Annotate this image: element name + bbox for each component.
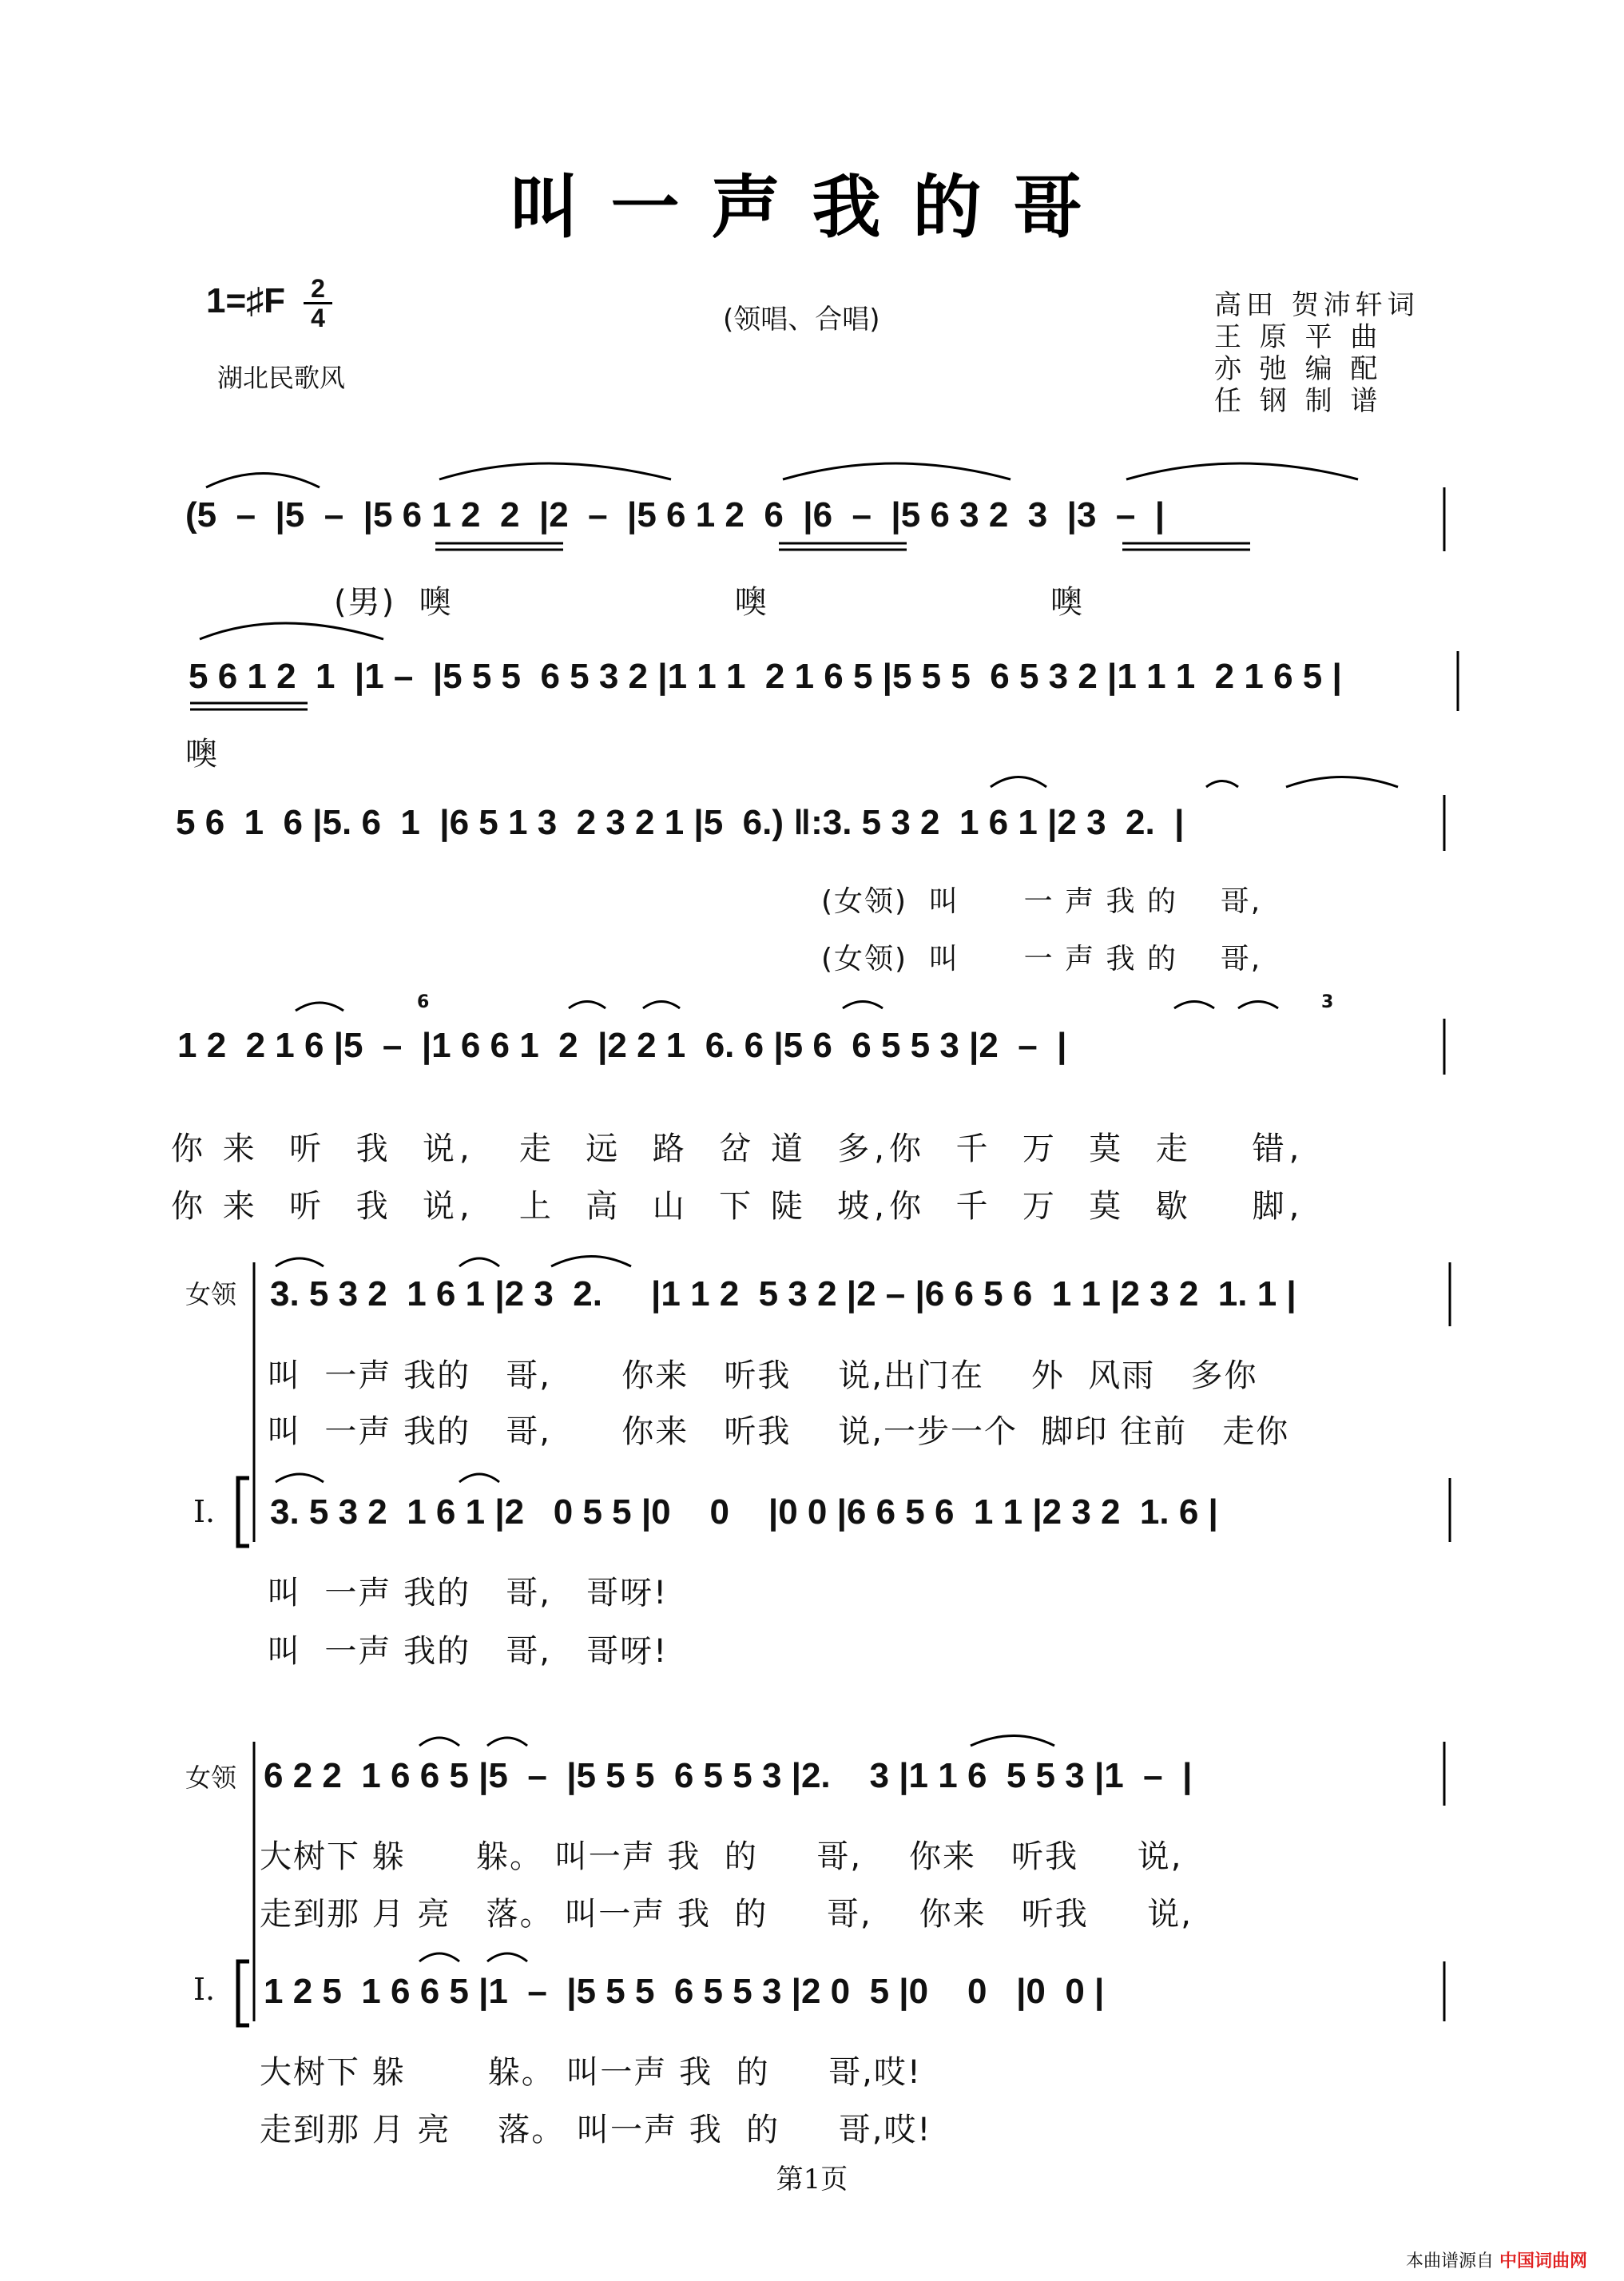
grace-note-1: 6 bbox=[417, 992, 430, 1012]
system6-chorus-lyric-1: 大树下 躲 躲。 叫一声 我 的 哥,哎! bbox=[260, 2054, 922, 2091]
credit-composer: 王 原 平 曲 bbox=[1214, 321, 1383, 353]
credit-engraver: 任 钢 制 谱 bbox=[1214, 385, 1383, 417]
song-title: 叫一声我的哥 bbox=[510, 167, 1114, 248]
system4-lyric-2: 你 来 听 我 说, 上 高 山 下 陡 坡,你 千 万 莫 歇 脚, bbox=[171, 1188, 1304, 1225]
footer-source-text: 本曲谱源自 bbox=[1406, 2251, 1495, 2271]
system3-notes: 5 6 1 6 |5. 6 1 |6 5 1 3 2 3 2 1 |5 6.) ‖:3. 5 3 2 1 6 1 |2 3 2. | bbox=[176, 803, 1185, 842]
system3-lyric-2: (女领) 叫 一 声 我 的 哥, bbox=[821, 943, 1262, 976]
page-number: 第1页 bbox=[776, 2164, 848, 2196]
system5-chorus-lyric-2: 叫 一声 我的 哥, 哥呀! bbox=[268, 1633, 669, 1670]
performance-note: (领唱、合唱) bbox=[723, 304, 880, 336]
footer-site-link[interactable]: 中国词曲网 bbox=[1499, 2251, 1588, 2271]
system6-chorus-label: I. bbox=[193, 1972, 216, 2007]
grace-note-2: 3 bbox=[1321, 992, 1334, 1012]
system5-chorus-label: I. bbox=[193, 1494, 216, 1529]
system6-lyric-1: 大树下 躲 躲。 叫一声 我 的 哥, 你来 听我 说, bbox=[260, 1838, 1183, 1875]
time-numerator: 2 bbox=[311, 274, 325, 303]
system5-chorus-notes: 3. 5 3 2 1 6 1 |2 0 5 5 |0 0 |0 0 |6 6 5 6 1 1 |2 3 2 1. 6 | bbox=[270, 1492, 1218, 1532]
system5-lyric-1: 叫 一声 我的 哥, 你来 听我 说,出门在 外 风雨 多你 bbox=[268, 1357, 1258, 1394]
time-denominator: 4 bbox=[311, 304, 325, 332]
system3-lyric-1: (女领) 叫 一 声 我 的 哥, bbox=[821, 885, 1262, 918]
credit-lyricist: 高田 贺沛轩词 bbox=[1214, 289, 1420, 321]
style-note: 湖北民歌风 bbox=[217, 363, 346, 393]
system5-chorus-lyric-1: 叫 一声 我的 哥, 哥呀! bbox=[268, 1575, 669, 1611]
system2-notes: 5 6 1 2 1 |1 – |5 5 5 6 5 3 2 |1 1 1 2 1 6 5 |5 5 5 6 5 3 2 |1 1 1 2 1 6 5 | bbox=[189, 657, 1342, 696]
credit-arranger: 亦 弛 编 配 bbox=[1214, 353, 1383, 385]
system5-lyric-2: 叫 一声 我的 哥, 你来 听我 说,一步一个 脚印 往前 走你 bbox=[268, 1413, 1290, 1450]
system6-notes: 6 2 2 1 6 6 5 |5 – |5 5 5 6 5 5 3 |2. 3 |1 1 6 5 5 3 |1 – | bbox=[264, 1756, 1193, 1795]
system6-label: 女领 bbox=[185, 1762, 237, 1793]
footer-source bbox=[1406, 2247, 1587, 2272]
system2-lyric: 噢 bbox=[185, 736, 219, 773]
system1-lyric: (男) 噢 噢 噢 bbox=[334, 584, 1084, 621]
system6-lyric-2: 走到那 月 亮 落。 叫一声 我 的 哥, 你来 听我 说, bbox=[260, 1896, 1193, 1933]
system6-chorus-lyric-2: 走到那 月 亮 落。 叫一声 我 的 哥,哎! bbox=[260, 2112, 932, 2148]
system6-chorus-notes: 1 2 5 1 6 6 5 |1 – |5 5 5 6 5 5 3 |2 0 5 |0 0 |0 0 | bbox=[264, 1972, 1105, 2011]
key-signature: 1=♯F bbox=[206, 281, 286, 320]
system4-notes: 1 2 2 1 6 |5 – |1 6 6 1 2 |2 2 1 6. 6 |5 6 6 5 5 3 |2 – | bbox=[177, 1026, 1067, 1065]
system1-notes: (5 – |5 – |5 6 1 2 2 |2 – |5 6 1 2 6 |6 – |5 6 3 2 3 |3 – | bbox=[185, 495, 1165, 534]
system5-label: 女领 bbox=[185, 1279, 237, 1309]
system4-lyric-1: 你 来 听 我 说, 走 远 路 岔 道 多,你 千 万 莫 走 错, bbox=[171, 1131, 1304, 1167]
system5-notes: 3. 5 3 2 1 6 1 |2 3 2. |1 1 2 5 3 2 |2 – |6 6 5 6 1 1 |2 3 2 1. 1 | bbox=[270, 1274, 1296, 1313]
